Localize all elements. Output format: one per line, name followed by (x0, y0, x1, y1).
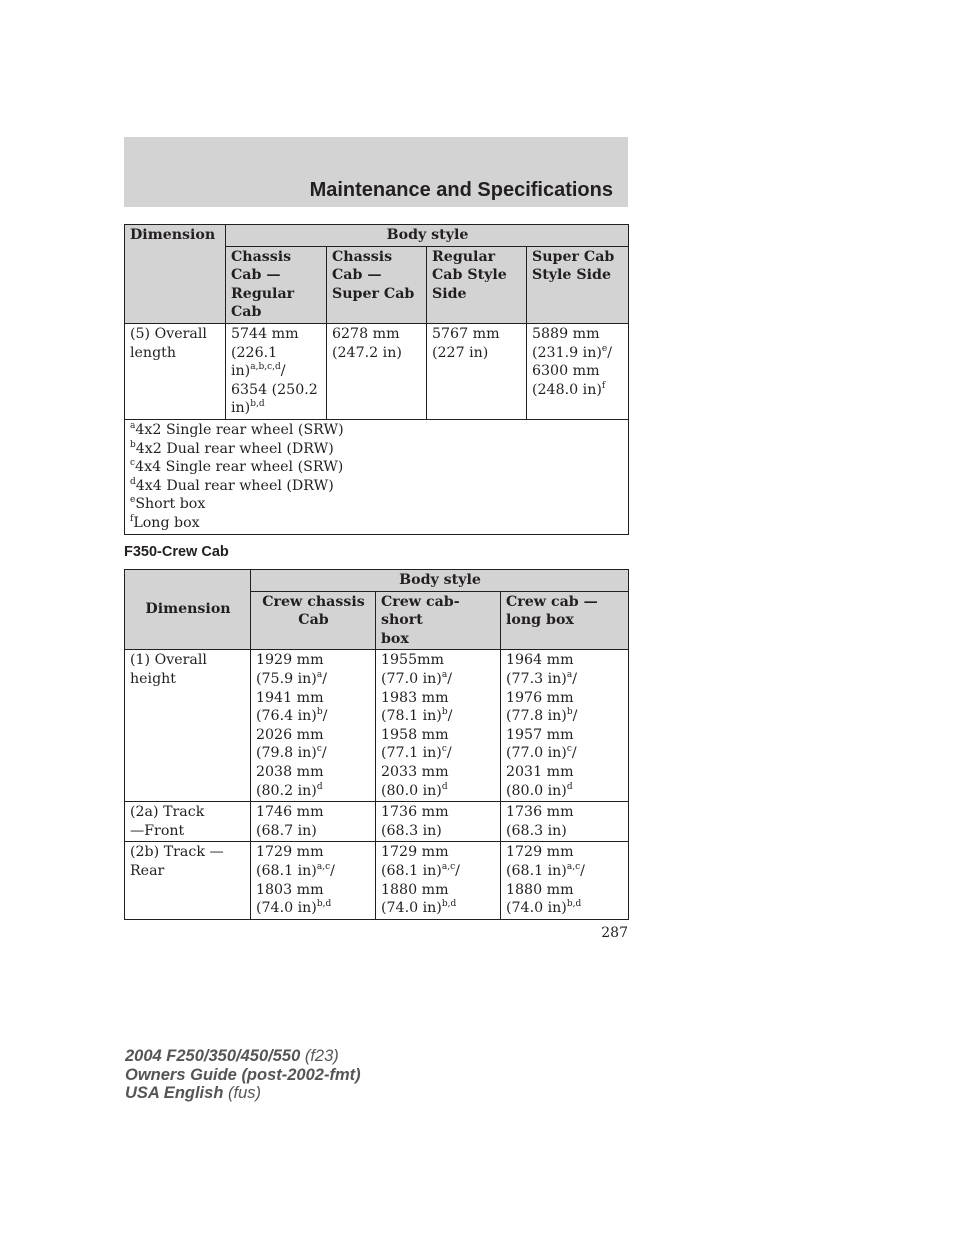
footnotes (125, 419, 629, 534)
table-cell: 6278 mm (247.2 in) (327, 323, 427, 419)
table-cell: 1729 mm (68.1 in)$^{a,c}$/ 1880 mm (74.0 in)$^{b,d}$ (501, 842, 629, 919)
footnote: $^e$Short box (130, 495, 206, 513)
table-cell: 1964 mm (77.3 in)$^a$/ 1976 mm (77.8 in)$^b$/ 1957 mm (77.0 in)$^c$/ 2031 mm (80.0 in)$^d$ (501, 650, 629, 802)
table-row (125, 323, 629, 419)
table-cell: 1736 mm (68.3 in) (501, 802, 629, 842)
page-number: 287 (601, 925, 628, 941)
footnotes-row (125, 419, 629, 534)
column-header: Crew cab-short box (376, 591, 501, 650)
table-cell: 5744 mm (226.1 in)$^{a,b,c,d}$/ 6354 (250.2 in)$^{b,d}$ (226, 323, 327, 419)
row-label: (5) Overall length (125, 323, 226, 419)
column-header: Super Cab Style Side (527, 246, 629, 323)
footnote: $^c$4x4 Single rear wheel (SRW) (130, 458, 344, 476)
footnote: $^b$4x2 Dual rear wheel (DRW) (130, 439, 334, 457)
table-cell: 1736 mm (68.3 in) (376, 802, 501, 842)
column-header: Chassis Cab — Super Cab (327, 246, 427, 323)
table-row (125, 802, 629, 842)
body-style-header: Body style (226, 225, 629, 247)
overall-length-table (124, 224, 629, 535)
footnote: $^a$4x2 Single rear wheel (SRW) (130, 420, 344, 438)
body-style-header: Body style (251, 570, 629, 592)
table-cell: 1955mm (77.0 in)$^a$/ 1983 mm (78.1 in)$^b$/ 1958 mm (77.1 in)$^c$/ 2033 mm (80.0 in)$^d$ (376, 650, 501, 802)
table-cell: 1729 mm (68.1 in)$^{a,c}$/ 1803 mm (74.0 in)$^{b,d}$ (251, 842, 376, 919)
table-cell: 5767 mm (227 in) (427, 323, 527, 419)
table-row (125, 842, 629, 919)
table-cell: 5889 mm (231.9 in)$^e$/ 6300 mm (248.0 in)$^f$ (527, 323, 629, 419)
row-label: (2b) Track — Rear (125, 842, 251, 919)
table-cell: 1746 mm (68.7 in) (251, 802, 376, 842)
footnote: $^f$Long box (130, 513, 200, 531)
dimension-header: Dimension (125, 225, 226, 324)
crew-cab-table (124, 569, 629, 920)
row-label: (1) Overall height (125, 650, 251, 802)
table-body (125, 650, 629, 919)
page-title: Maintenance and Specifications (309, 179, 613, 201)
column-header: Chassis Cab — Regular Cab (226, 246, 327, 323)
column-header: Crew cab — long box (501, 591, 629, 650)
table-cell: 1929 mm (75.9 in)$^a$/ 1941 mm (76.4 in)$^b$/ 2026 mm (79.8 in)$^c$/ 2038 mm (80.2 in)$^d$ (251, 650, 376, 802)
footer: 2004 F250/350/450/550 (f23) Owners Guide (post-2002-fmt) USA English (fus) (125, 1047, 361, 1102)
dimension-header: Dimension (125, 570, 251, 650)
column-header: Crew chassis Cab (251, 591, 376, 650)
table-row (125, 650, 629, 802)
table-cell: 1729 mm (68.1 in)$^{a,c}$/ 1880 mm (74.0 in)$^{b,d}$ (376, 842, 501, 919)
column-header: Regular Cab Style Side (427, 246, 527, 323)
header-band (124, 137, 628, 207)
footnote: $^d$4x4 Dual rear wheel (DRW) (130, 476, 334, 494)
row-label: (2a) Track —Front (125, 802, 251, 842)
section-title: F350-Crew Cab (124, 544, 229, 560)
